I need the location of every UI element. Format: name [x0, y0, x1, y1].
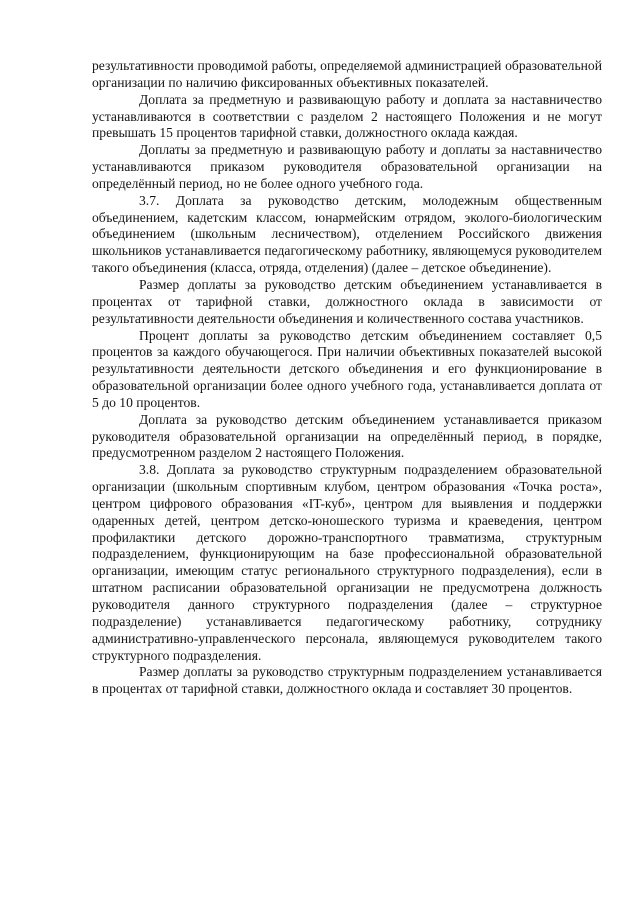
paragraph-3: Доплаты за предметную и развивающую работу и доплаты за наставничество устанавливаются приказом руководителя образовательной организации на определённый период, но не более одного учебного года.: [92, 142, 602, 191]
paragraph-3-8: 3.8. Доплата за руководство структурным подразделением образовательной организации (школьным спортивным клубом, центром образования «Точка роста», центром цифрового образования «IT-куб», центром для выявления и поддержки одаренных детей, центром детско-юношеского туризма и краеведения, центром профилактики детского дорожно-транспортного травматизма, структурным подразделением, функционирующим на базе профессиональной образовательной организации, имеющим статус регионального структурного подразделения), если в штатном расписании образовательной организации не предусмотрена должность руководителя данного структурного подразделения (далее – структурное подразделение) устанавливается педагогическому работнику, сотруднику административно-управленческого персонала, являющемуся руководителем такого структурного подразделения.: [92, 462, 602, 663]
document-body: [92, 58, 602, 698]
paragraph-3-7: 3.7. Доплата за руководство детским, молодежным общественным объединением, кадетским классом, юнармейским отрядом, эколого-биологическим объединением (школьным лесничеством), отделением Российского движения школьников устанавливается педагогическому работнику, являющемуся руководителем такого объединения (класса, отряда, отделения) (далее – детское объединение).: [92, 192, 602, 276]
paragraph-1: результативности проводимой работы, определяемой администрацией образовательной организации по наличию фиксированных объективных показателей.: [92, 58, 602, 90]
paragraph-6: Процент доплаты за руководство детским объединением составляет 0,5 процентов за каждого обучающегося. При наличии объективных показателей высокой результативности деятельности детского объединения и его функционирование в образовательной организации более одного учебного года, устанавливается доплата от 5 до 10 процентов.: [92, 327, 602, 410]
paragraph-2: Доплата за предметную и развивающую работу и доплата за наставничество устанавливаются в соответствии с разделом 2 настоящего Положения и не могут превышать 15 процентов тарифной ставки, должностного оклада каждая.: [92, 91, 602, 141]
paragraph-9: Размер доплаты за руководство структурным подразделением устанавливается в процентах от тарифной ставки, должностного оклада и составляет 30 процентов.: [92, 664, 602, 697]
paragraph-7: Доплата за руководство детским объединением устанавливается приказом руководителя образовательной организации на определённый период, в порядке, предусмотренном разделом 2 настоящего Положения.: [92, 411, 602, 461]
paragraph-5: Размер доплаты за руководство детским объединением устанавливается в процентах от тарифной ставки, должностного оклада в зависимости от результативности деятельности объединения и количественного состава участников.: [92, 276, 602, 326]
